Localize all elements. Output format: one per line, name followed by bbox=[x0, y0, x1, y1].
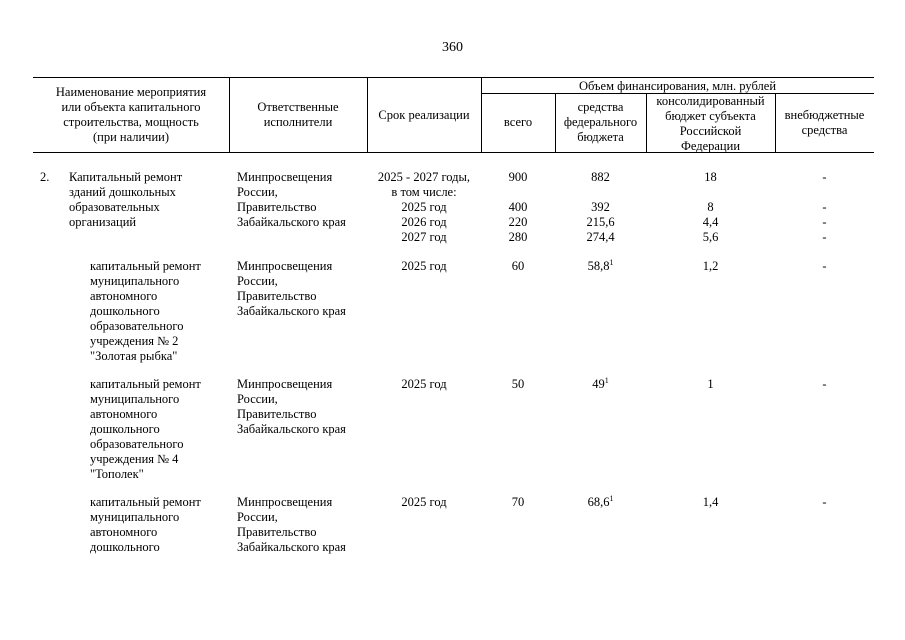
header-term: Срок реализации bbox=[378, 108, 470, 122]
row-extra: - - - - bbox=[822, 170, 827, 244]
row-term: 2025 год bbox=[401, 377, 447, 391]
header-regional: консолидированный бюджет субъекта Российской Федерации bbox=[656, 94, 765, 153]
row-number: 2. bbox=[40, 170, 50, 184]
row-total: 60 bbox=[511, 259, 525, 273]
row-executors: Минпросвещения России, Правительство Забайкальского края bbox=[237, 377, 346, 436]
header-executors: Ответственные исполнители bbox=[257, 100, 339, 129]
row-executors: Минпросвещения России, Правительство Забайкальского края bbox=[237, 495, 346, 554]
row-regional: 1,4 bbox=[702, 495, 719, 509]
row-term: 2025 - 2027 годы, в том числе: 2025 год 2026 год 2027 год bbox=[377, 170, 471, 244]
row-name: Капитальный ремонт зданий дошкольных образовательных организаций bbox=[69, 170, 183, 229]
row-federal: $49^1$ bbox=[592, 375, 609, 391]
row-federal: 68,6$^1$ bbox=[587, 493, 614, 509]
row-extra: - bbox=[822, 495, 827, 509]
row-regional: 18 8 4,4 5,6 bbox=[702, 170, 719, 244]
row-extra: - bbox=[822, 259, 827, 273]
header-federal: средства федерального бюджета bbox=[563, 100, 638, 144]
header-total: всего bbox=[503, 115, 533, 129]
table-top-rule bbox=[33, 77, 874, 78]
row-regional: 1,2 bbox=[702, 259, 719, 273]
row-term: 2025 год bbox=[401, 495, 447, 509]
row-federal: 58,8$^1$ bbox=[587, 257, 614, 273]
row-executors: Минпросвещения России, Правительство Забайкальского края bbox=[237, 259, 346, 318]
row-term: 2025 год bbox=[401, 259, 447, 273]
footnote-mark: 1 bbox=[609, 257, 614, 267]
header-funding: Объем финансирования, млн. рублей bbox=[578, 79, 777, 93]
page-number: 360 bbox=[442, 40, 463, 55]
row-total: 70 bbox=[511, 495, 525, 509]
row-federal: 882 392 215,6 274,4 bbox=[586, 170, 615, 244]
row-executors: Минпросвещения России, Правительство Забайкальского края bbox=[237, 170, 346, 229]
row-name: капитальный ремонт муниципального автономного дошкольного образовательного учреждения № 4 "Тополек" bbox=[90, 377, 201, 481]
row-name: капитальный ремонт муниципального автономного дошкольного образовательного учреждения № 2 "Золотая рыбка" bbox=[90, 259, 201, 363]
row-total: 900 400 220 280 bbox=[508, 170, 528, 244]
footnote-mark: 1 bbox=[609, 493, 614, 503]
row-name: капитальный ремонт муниципального автономного дошкольного bbox=[90, 495, 201, 554]
row-regional: 1 bbox=[707, 377, 714, 391]
footnote-mark: 1 bbox=[604, 375, 609, 385]
header-name: Наименование мероприятия или объекта капитального строительства, мощность (при наличии) bbox=[55, 85, 207, 144]
header-extra: внебюджетные средства bbox=[784, 108, 865, 137]
row-total: 50 bbox=[511, 377, 525, 391]
row-extra: - bbox=[822, 377, 827, 391]
